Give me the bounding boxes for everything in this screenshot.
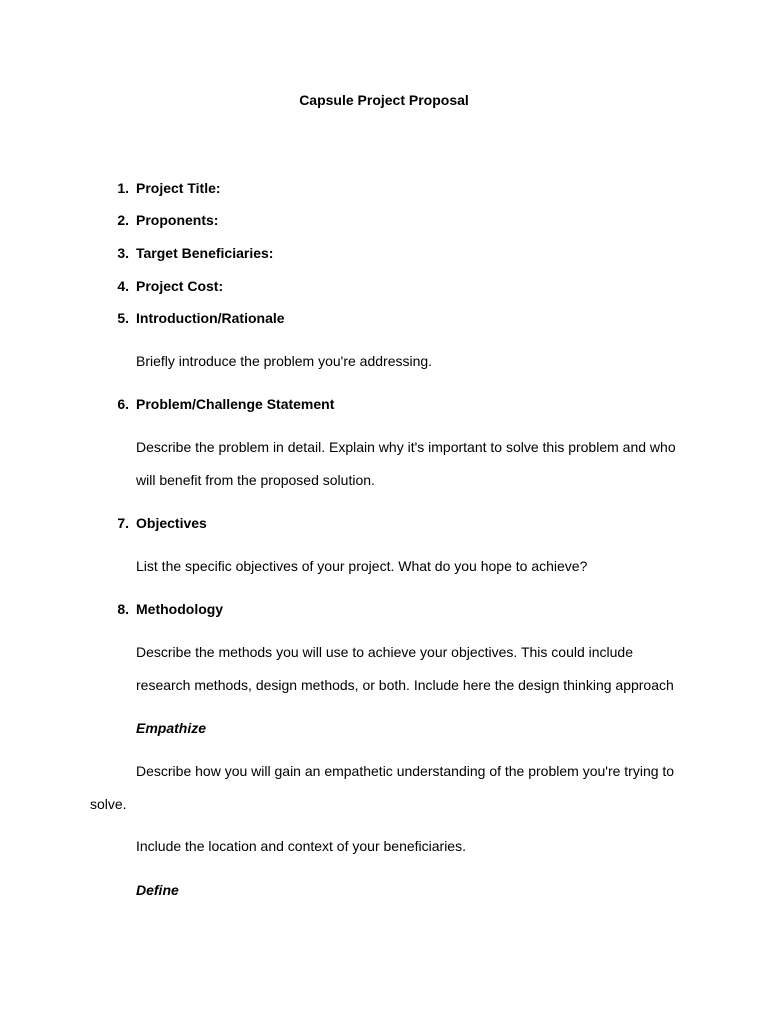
subheading-empathize: Empathize xyxy=(136,720,207,736)
section-heading-project-cost: Project Cost: xyxy=(136,278,224,294)
intro-paragraph: Briefly introduce the problem you're addressing. xyxy=(136,353,433,369)
section-heading-objectives: Objectives xyxy=(136,515,207,531)
section-heading-problem-statement: Problem/Challenge Statement xyxy=(136,396,335,412)
list-number: 8. xyxy=(117,601,129,617)
section-heading-project-title: Project Title: xyxy=(136,180,221,196)
list-number: 1. xyxy=(117,180,129,196)
empathize-paragraph-line: Describe how you will gain an empathetic understanding of the problem you're trying to xyxy=(136,763,675,779)
list-number: 5. xyxy=(117,310,129,326)
subheading-define: Define xyxy=(136,882,179,898)
problem-paragraph-line: Describe the problem in detail. Explain why it's important to solve this problem and who xyxy=(136,439,676,455)
objectives-paragraph: List the specific objectives of your project. What do you hope to achieve? xyxy=(136,558,588,574)
list-number: 4. xyxy=(117,278,129,294)
methodology-paragraph-line: Describe the methods you will use to achieve your objectives. This could include xyxy=(136,644,633,660)
problem-paragraph-line: will benefit from the proposed solution. xyxy=(136,472,375,488)
empathize-context-paragraph: Include the location and context of your beneficiaries. xyxy=(136,838,466,854)
list-number: 7. xyxy=(117,515,129,531)
list-number: 2. xyxy=(117,212,129,228)
section-heading-target-beneficiaries: Target Beneficiaries: xyxy=(136,245,274,261)
list-number: 3. xyxy=(117,245,129,261)
document-title: Capsule Project Proposal xyxy=(299,92,469,108)
section-heading-methodology: Methodology xyxy=(136,601,224,617)
section-heading-introduction: Introduction/Rationale xyxy=(136,310,285,326)
empathize-paragraph-line: solve. xyxy=(90,796,127,812)
methodology-paragraph-line: research methods, design methods, or both. Include here the design thinking approach xyxy=(136,677,674,693)
section-heading-proponents: Proponents: xyxy=(136,212,219,228)
list-number: 6. xyxy=(117,396,129,412)
